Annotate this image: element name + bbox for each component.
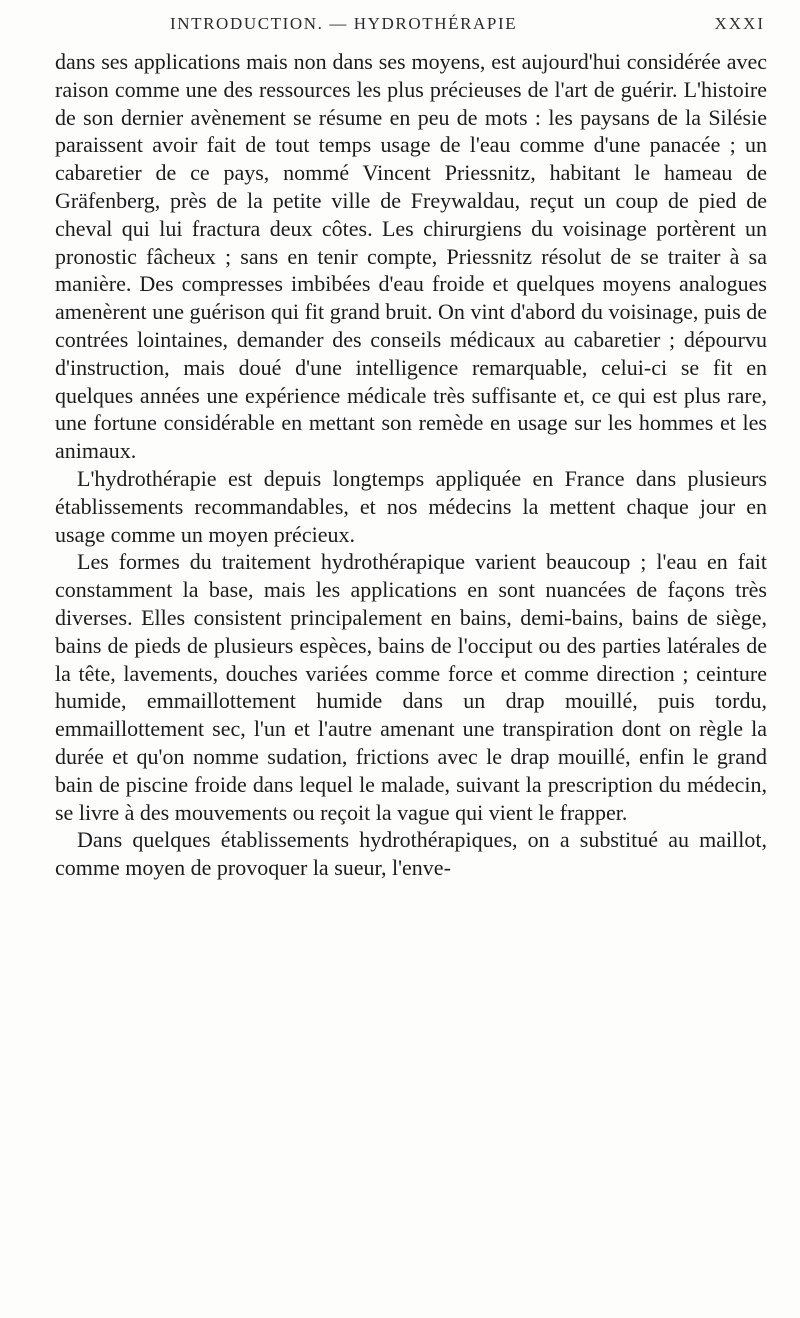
paragraph-continuation: dans ses applications mais non dans ses moyens, est aujourd'hui considérée avec raison comme une des ressources les plus précieuses de l'art de guérir. L'histoire de son dernier avènement se résume en peu de mots : les paysans de la Silésie paraissent avoir fait de tout temps usage de l'eau comme d'une panacée ; un cabaretier de ce pays, nommé Vincent Priessnitz, habitant le hameau de Gräfenberg, près de la petite ville de Freywaldau, reçut un coup de pied de cheval qui lui fractura deux côtes. Les chirurgiens du voisinage portèrent un pronostic fâcheux ; sans en tenir compte, Priessnitz résolut de se traiter à sa manière. Des compresses imbibées d'eau froide et quelques moyens analogues amenèrent une guérison qui fit grand bruit. On vint d'abord du voisinage, puis de contrées lointaines, demander des conseils médicaux au cabaretier ; dépourvu d'instruction, mais doué d'une intelligence remarquable, celui-ci se fit en quelques années une expérience médicale très suffisante et, ce qui est plus rare, une fortune considérable en mettant son remède en usage sur les hommes et les animaux. xyxy=(55,49,767,464)
running-title: INTRODUCTION. — HYDROTHÉRAPIE xyxy=(170,14,518,33)
page-number: XXXI xyxy=(714,14,765,33)
running-head xyxy=(55,6,765,40)
body-text xyxy=(55,48,767,882)
paragraph-hydrotherapy-france: L'hydrothérapie est depuis longtemps appliquée en France dans plusieurs établissements recommandables, et nos médecins la mettent chaque jour en usage comme un moyen précieux. xyxy=(55,465,767,547)
paragraph-treatment-forms: Les formes du traitement hydrothérapique varient beaucoup ; l'eau en fait constamment la base, mais les applications en sont nuancées de façons très diverses. Elles consistent principalement en bains, demi-bains, bains de siège, bains de pieds de plusieurs espèces, bains de l'occiput ou des parties latérales de la tête, lavements, douches variées comme force et comme direction ; ceinture humide, emmaillottement humide dans un drap mouillé, puis tordu, emmaillottement sec, l'un et l'autre amenant une transpiration dont on règle la durée et qu'on nomme sudation, frictions avec le drap mouillé, enfin le grand bain de piscine froide dans lequel le malade, suivant la prescription du médecin, se livre à des mouvements ou reçoit la vague qui vient le frapper. xyxy=(55,549,767,825)
paragraph-establishments: Dans quelques établissements hydrothérapiques, on a substitué au maillot, comme moyen de provoquer la sueur, l'enve- xyxy=(55,827,767,881)
